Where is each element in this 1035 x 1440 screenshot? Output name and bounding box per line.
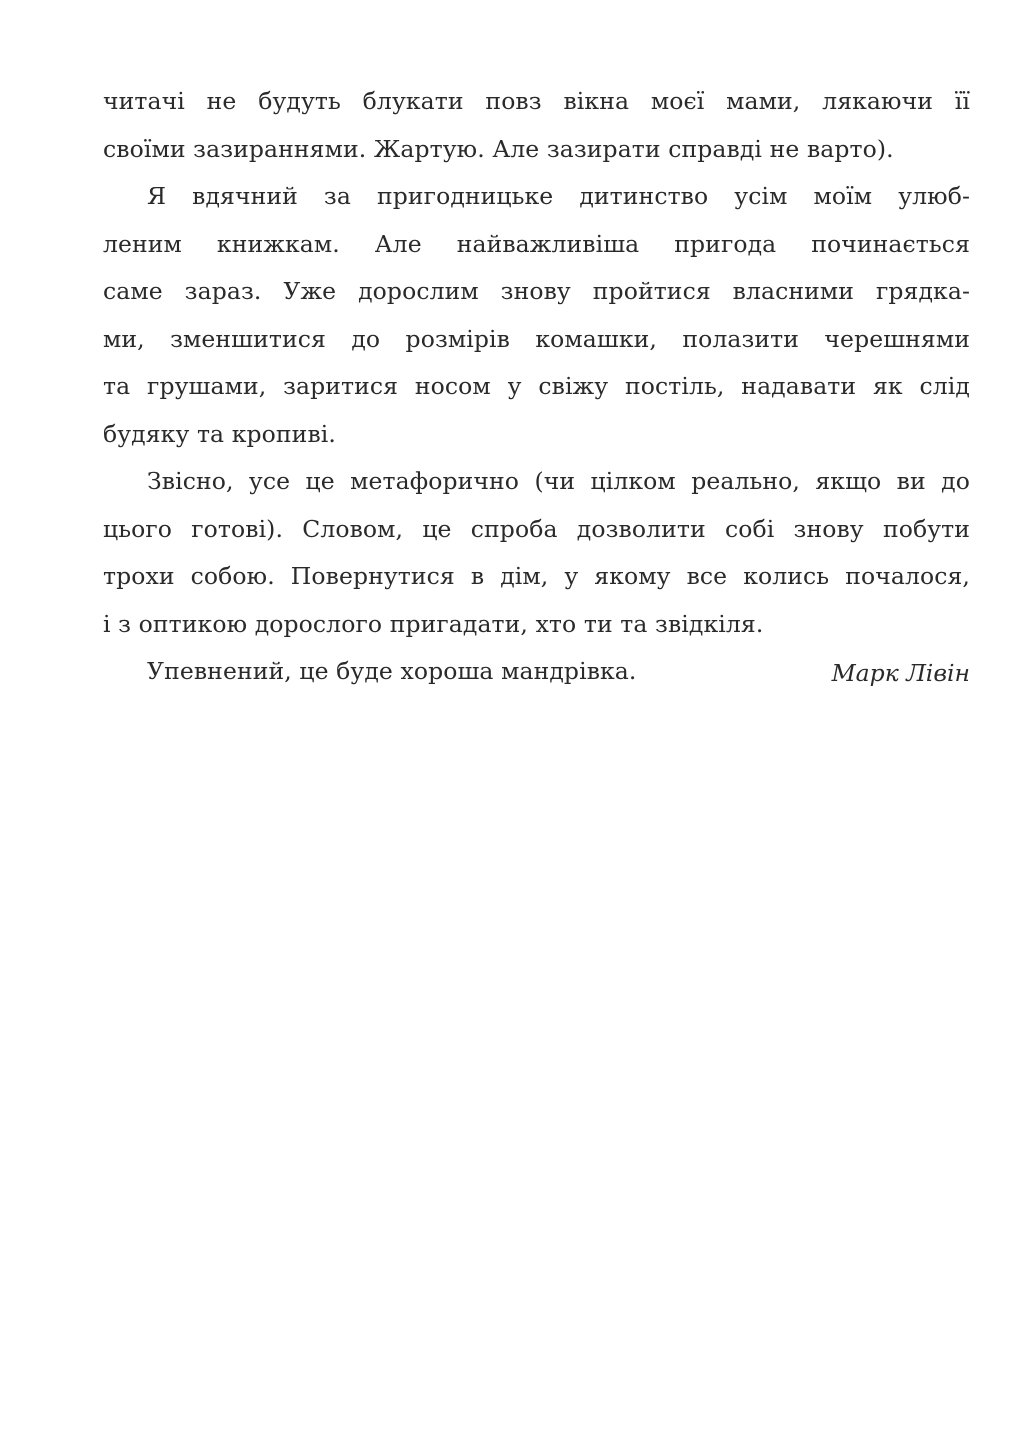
text-line: читачі не будуть блукати повз вікна моєї мами, лякаючи її — [103, 87, 970, 115]
text-line: Звісно, усе це метафорично (чи цілком реально, якщо ви до — [147, 467, 970, 495]
text-line: та грушами, заритися носом у свіжу постіль, надавати як слід — [103, 372, 970, 400]
text-line: трохи собою. Повернутися в дім, у якому все колись почалося, — [103, 562, 970, 590]
text-line: і з оптикою дорослого пригадати, хто ти та звідкіля. — [103, 609, 764, 638]
text-line: будяку та кропиві. — [103, 419, 336, 448]
text-line: своїми зазираннями. Жартую. Але зазирати справді не варто). — [103, 134, 894, 163]
text-line: цього готові). Словом, це спроба дозволити собі знову побути — [103, 514, 970, 543]
author-signature: Марк Лівін — [831, 659, 970, 687]
text-line: саме зараз. Уже дорослим знову пройтися власними грядка- — [103, 277, 970, 305]
text-line: Я вдячний за пригодницьке дитинство усім моїм улюб- — [147, 182, 970, 210]
text-line: леним книжкам. Але найважливіша пригода починається — [103, 229, 970, 258]
page-text-block — [103, 78, 970, 696]
text-line: Упевнений, це буде хороша мандрівка. — [147, 657, 637, 685]
text-line: ми, зменшитися до розмірів комашки, полазити черешнями — [103, 324, 970, 353]
